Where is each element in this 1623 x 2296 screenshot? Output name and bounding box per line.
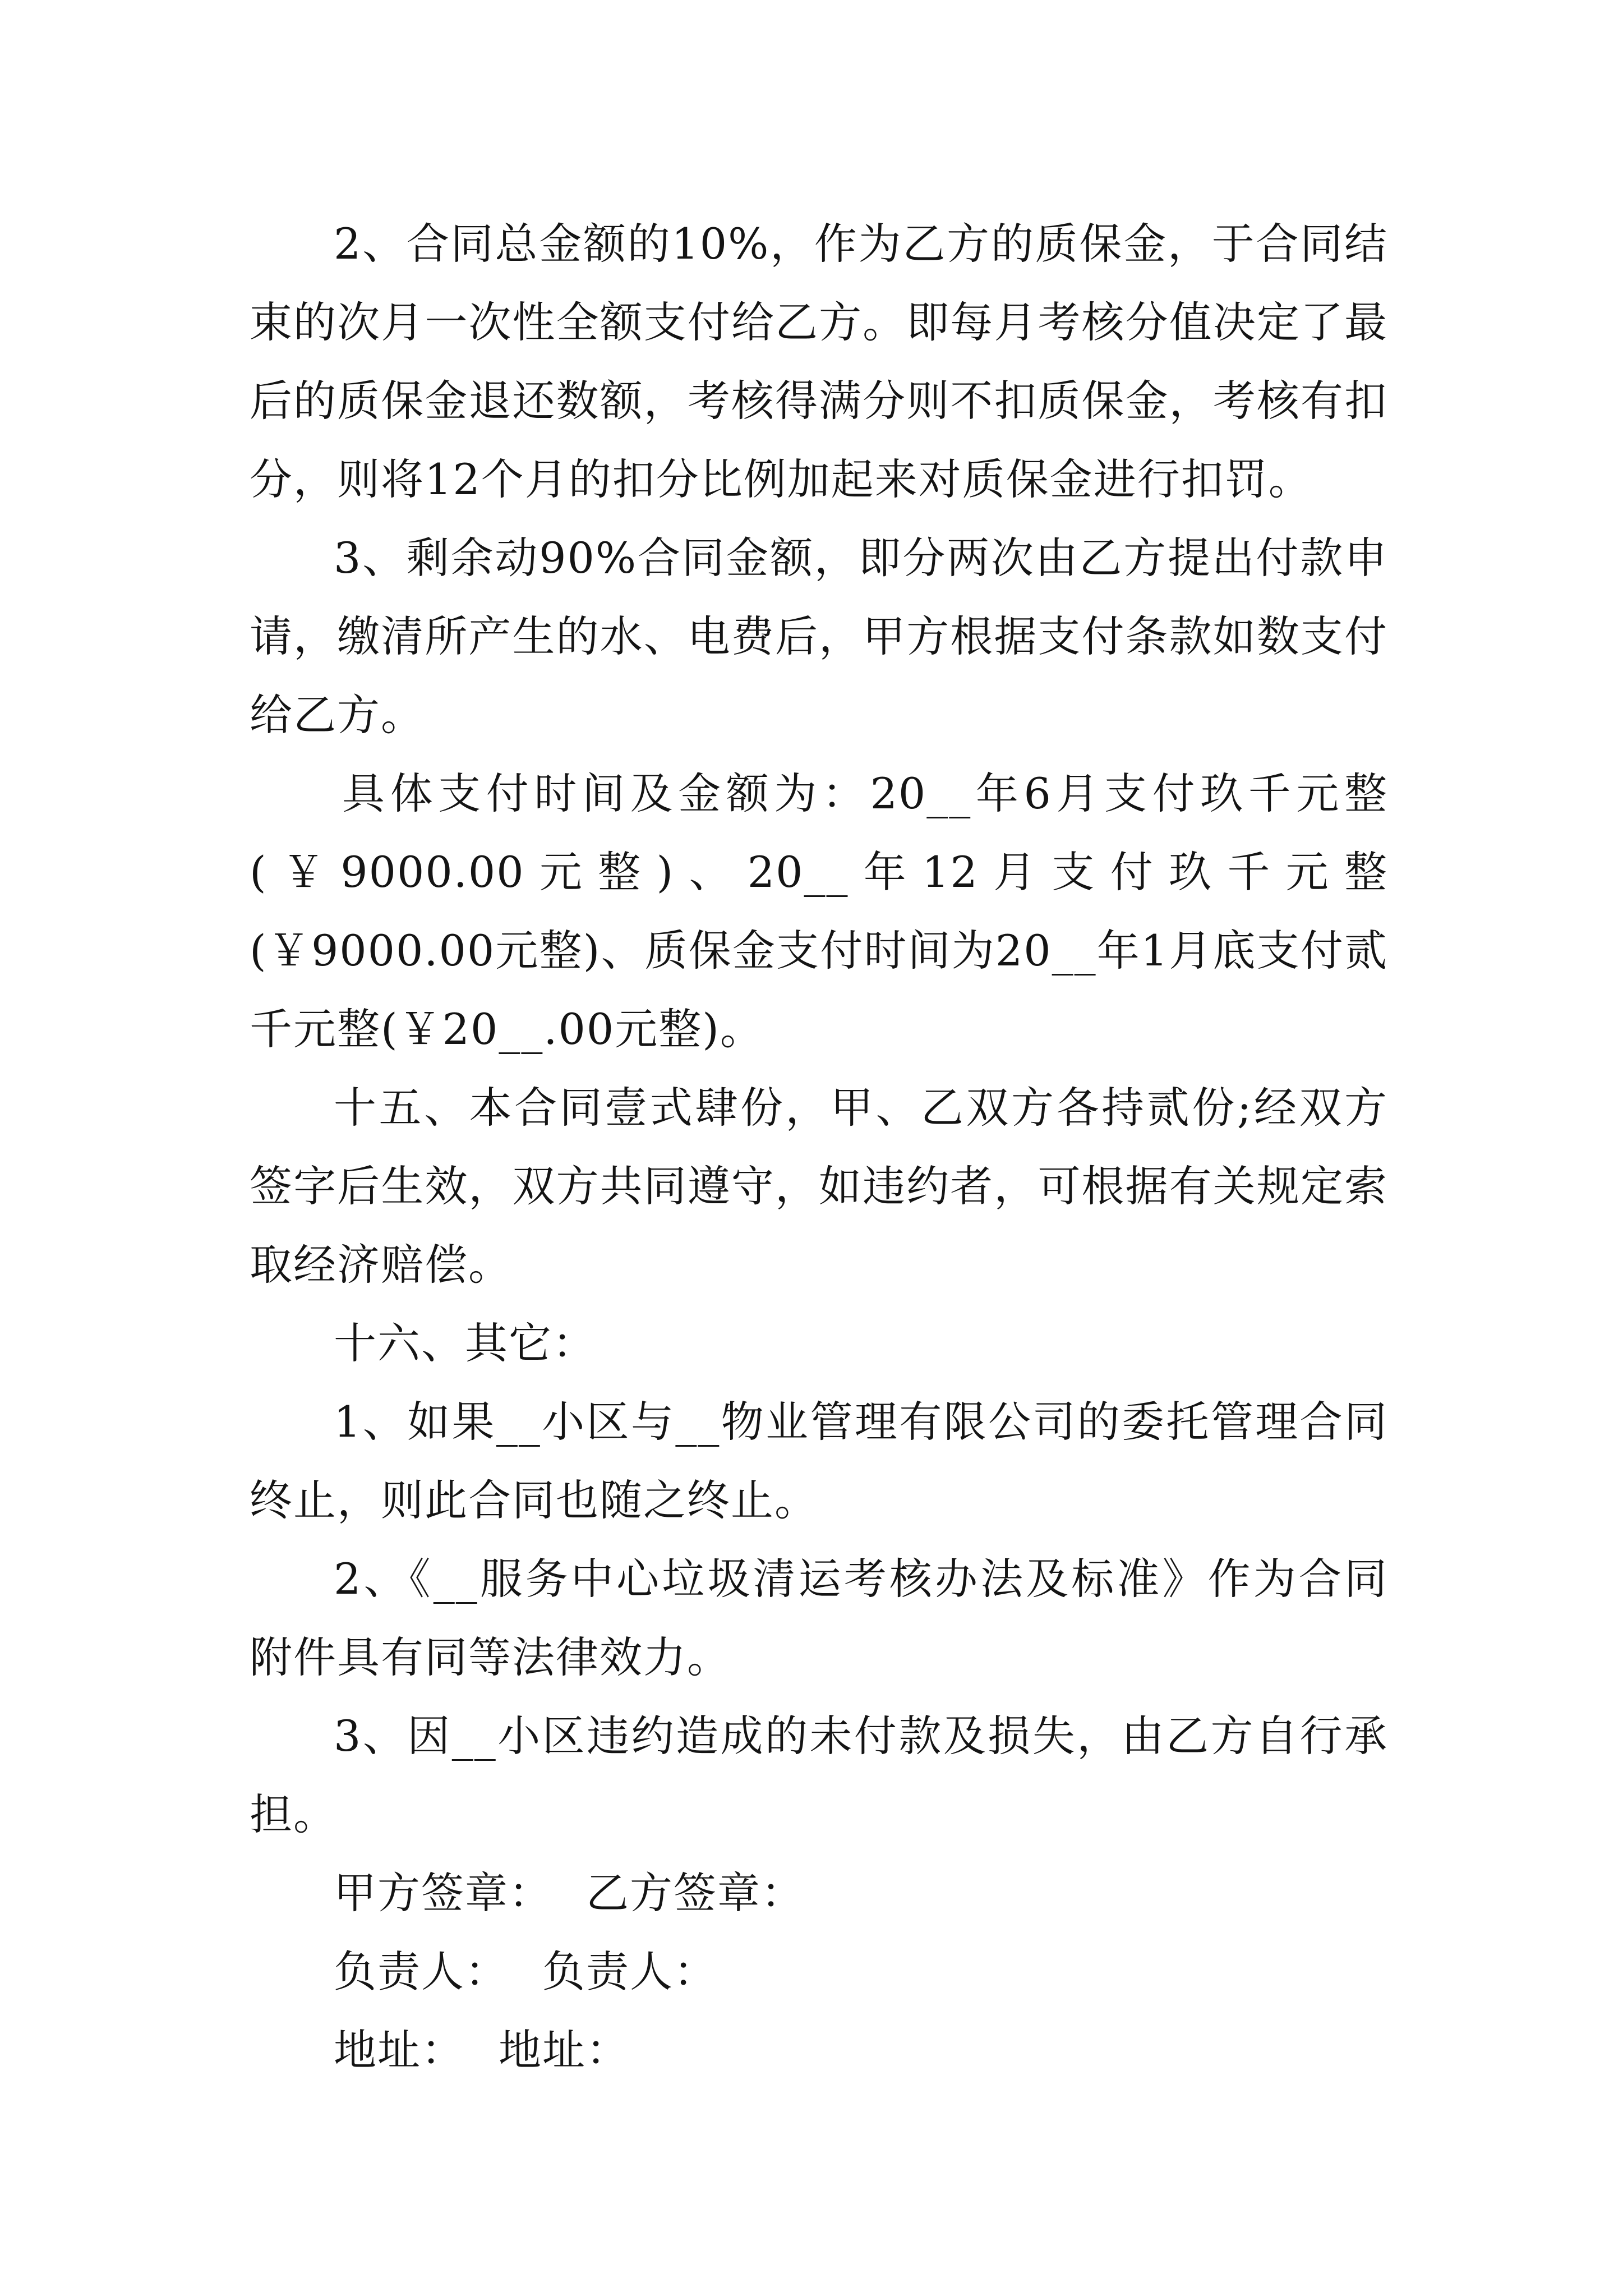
signature-person-line: [250, 1932, 1388, 2011]
paragraph-remaining-payment: 3、剩余动90%合同金额，即分两次由乙方提出付款申请，缴清所产生的水、电费后，甲方根据支付条款如数支付给乙方。: [250, 533, 1388, 740]
party-a-seal-label: 甲方签章：: [334, 1868, 552, 1918]
party-a-address-label: 地址：: [334, 2025, 465, 2075]
signature-seal-line: [250, 1854, 1388, 1932]
signature-address-line: [250, 2011, 1388, 2090]
party-b-person-label: 负责人：: [542, 1947, 717, 1996]
paragraph-clause-fifteen: 十五、本合同壹式肆份，甲、乙双方各持贰份;经双方签字后生效，双方共同遵守，如违约者，可根据有关规定索取经济赔偿。: [250, 1083, 1388, 1290]
paragraph-other-1: 1、如果__小区与__物业管理有限公司的委托管理合同终止，则此合同也随之终止。: [250, 1397, 1388, 1525]
paragraph-other-3: 3、因__小区违约造成的未付款及损失，由乙方自行承担。: [250, 1711, 1388, 1839]
party-a-person-label: 负责人：: [334, 1947, 509, 1996]
party-b-address-label: 地址：: [499, 2025, 630, 2075]
document-body: [250, 205, 1388, 2090]
paragraph-quality-deposit: 2、合同总金额的10%，作为乙方的质保金，于合同结束的次月一次性全额支付给乙方。即每月考核分值决定了最后的质保金退还数额，考核得满分则不扣质保金，考核有扣分，则将12个月的扣分比例加起来对质保金进行扣罚。: [250, 219, 1388, 504]
party-b-seal-label: 乙方签章：: [586, 1868, 805, 1918]
paragraph-payment-schedule: 具体支付时间及金额为：20__年6月支付玖千元整(￥9000.00元整)、20__年12月支付玖千元整(￥9000.00元整)、质保金支付时间为20__年1月底支付贰千元整(￥20__.00元整)。: [250, 769, 1388, 1054]
paragraph-clause-sixteen: 十六、其它：: [334, 1318, 596, 1368]
paragraph-other-2: 2、《__服务中心垃圾清运考核办法及标准》作为合同附件具有同等法律效力。: [250, 1554, 1388, 1682]
